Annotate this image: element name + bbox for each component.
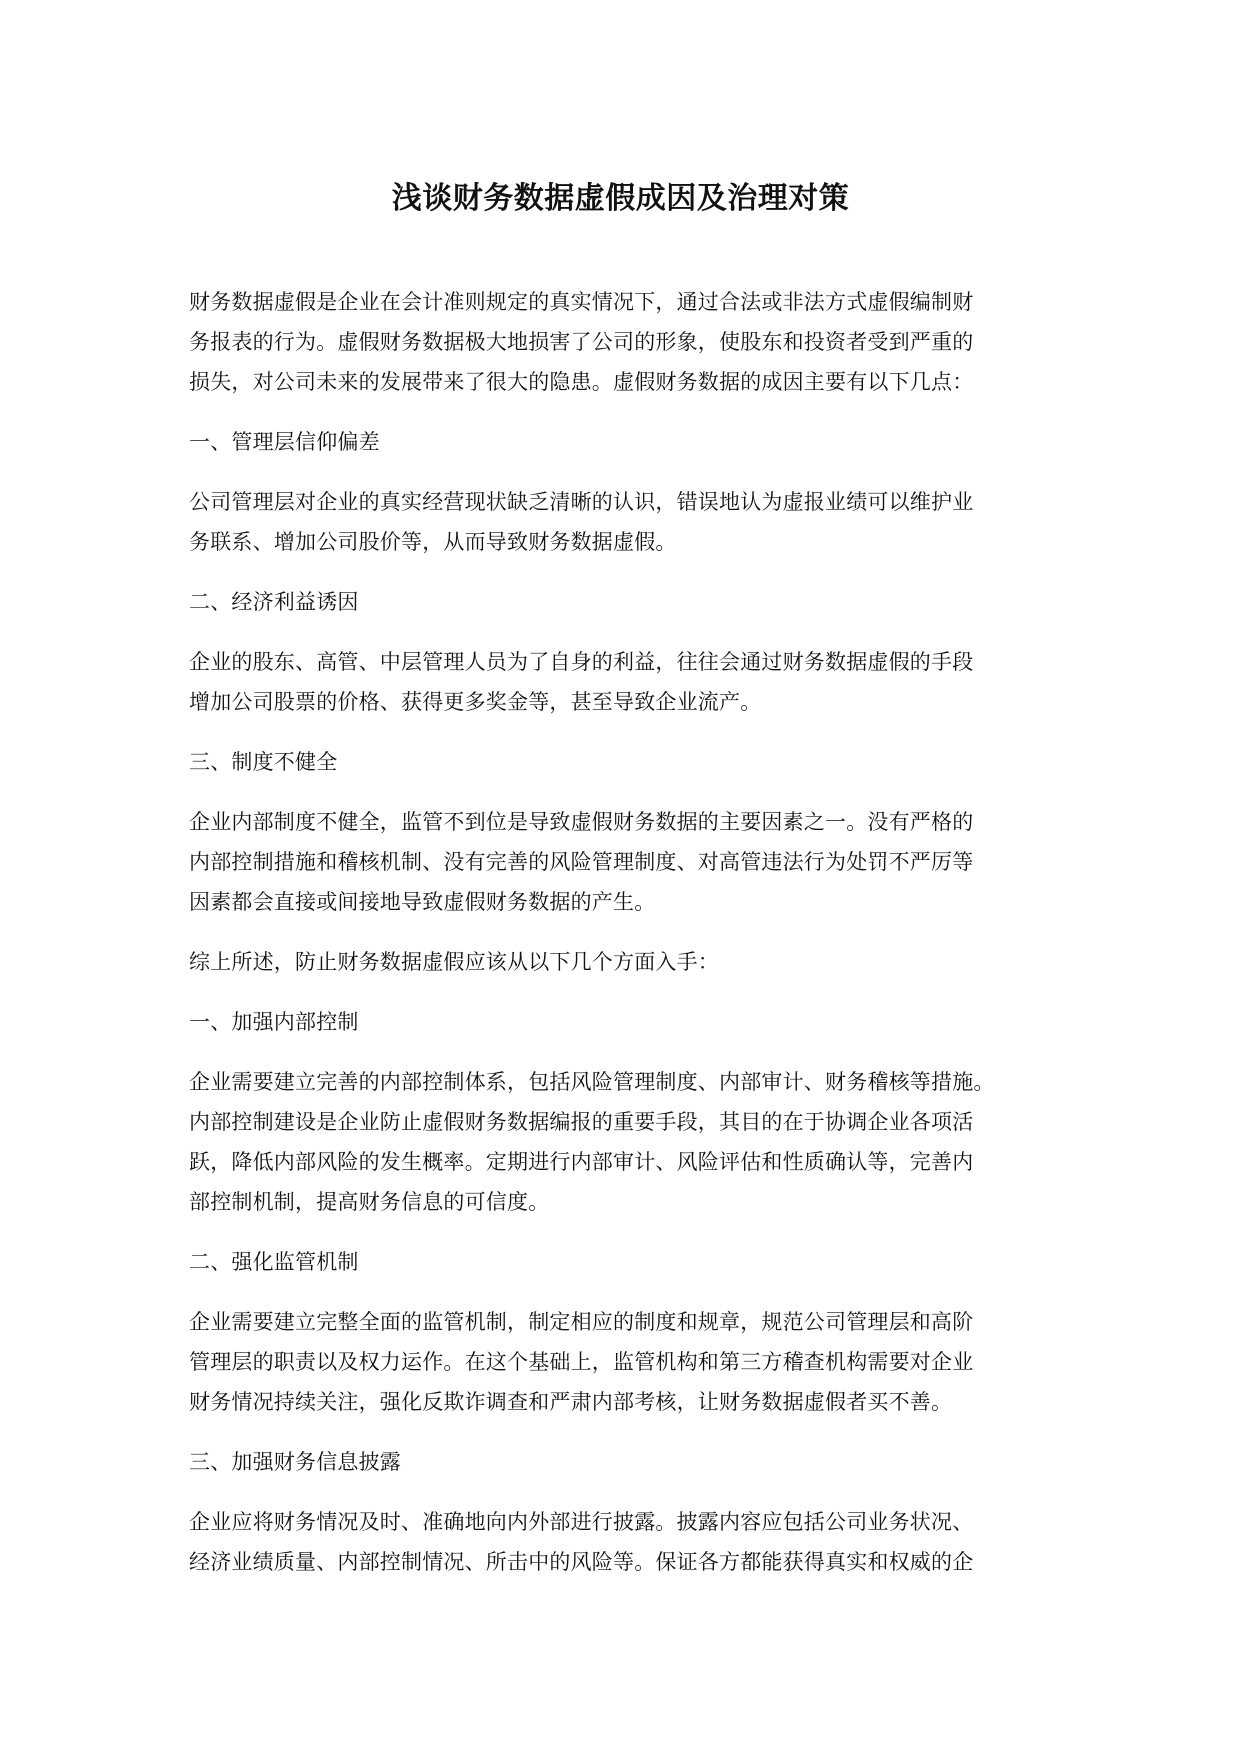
paragraph-line: 务联系、增加公司股价等，从而导致财务数据虚假。: [189, 530, 677, 554]
paragraph: [189, 282, 1069, 402]
paragraph: [189, 482, 1069, 562]
paragraph-line: 企业的股东、高管、中层管理人员为了自身的利益，往往会通过财务数据虚假的手段: [189, 650, 974, 674]
paragraph-line: 公司管理层对企业的真实经营现状缺乏清晰的认识，错误地认为虚报业绩可以维护业: [189, 490, 974, 514]
paragraph: [189, 1502, 1069, 1582]
paragraph-spacer: [189, 782, 1069, 802]
document-title: 浅谈财务数据虚假成因及治理对策: [391, 181, 850, 216]
paragraph-spacer: [189, 1422, 1069, 1442]
paragraph-spacer: [189, 1282, 1069, 1302]
paragraph-spacer: [189, 1482, 1069, 1502]
section-heading: [189, 1442, 1069, 1482]
paragraph-line: 内部控制建设是企业防止虚假财务数据编报的重要手段，其目的在于协调企业各项活: [189, 1110, 974, 1134]
paragraph: [189, 942, 1069, 982]
paragraph: [189, 802, 1069, 922]
heading-text: 三、加强财务信息披露: [189, 1450, 401, 1474]
paragraph: [189, 1302, 1069, 1422]
paragraph-line: 经济业绩质量、内部控制情况、所击中的风险等。保证各方都能获得真实和权威的企: [189, 1550, 974, 1574]
paragraph-line: 内部控制措施和稽核机制、没有完善的风险管理制度、对高管违法行为处罚不严厉等: [189, 850, 974, 874]
section-heading: [189, 582, 1069, 622]
paragraph-spacer: [189, 922, 1069, 942]
paragraph-line: 企业需要建立完整全面的监管机制，制定相应的制度和规章，规范公司管理层和高阶: [189, 1310, 974, 1334]
section-heading: [189, 422, 1069, 462]
paragraph: [189, 642, 1069, 722]
heading-text: 二、经济利益诱因: [189, 590, 359, 614]
paragraph-spacer: [189, 622, 1069, 642]
heading-text: 二、强化监管机制: [189, 1250, 359, 1274]
heading-text: 一、加强内部控制: [189, 1010, 359, 1034]
document-body: [189, 282, 1069, 1582]
section-heading: [189, 1002, 1069, 1042]
paragraph-line: 管理层的职责以及权力运作。在这个基础上，监管机构和第三方稽查机构需要对企业: [189, 1350, 974, 1374]
paragraph-spacer: [189, 562, 1069, 582]
paragraph-line: 增加公司股票的价格、获得更多奖金等，甚至导致企业流产。: [189, 690, 762, 714]
heading-text: 一、管理层信仰偏差: [189, 430, 380, 454]
paragraph-spacer: [189, 722, 1069, 742]
paragraph-line: 企业应将财务情况及时、准确地向内外部进行披露。披露内容应包括公司业务状况、: [189, 1510, 974, 1534]
paragraph-line: 损失，对公司未来的发展带来了很大的隐患。虚假财务数据的成因主要有以下几点：: [189, 370, 974, 394]
paragraph-line: 综上所述，防止财务数据虚假应该从以下几个方面入手：: [189, 950, 719, 974]
paragraph-line: 财务情况持续关注，强化反欺诈调查和严肃内部考核，让财务数据虚假者买不善。: [189, 1390, 953, 1414]
paragraph-line: 财务数据虚假是企业在会计准则规定的真实情况下，通过合法或非法方式虚假编制财: [189, 290, 974, 314]
paragraph: [189, 1062, 1069, 1222]
paragraph-line: 因素都会直接或间接地导致虚假财务数据的产生。: [189, 890, 656, 914]
paragraph-line: 务报表的行为。虚假财务数据极大地损害了公司的形象，使股东和投资者受到严重的: [189, 330, 974, 354]
paragraph-line: 企业内部制度不健全，监管不到位是导致虚假财务数据的主要因素之一。没有严格的: [189, 810, 974, 834]
paragraph-spacer: [189, 402, 1069, 422]
paragraph-spacer: [189, 1222, 1069, 1242]
paragraph-spacer: [189, 982, 1069, 1002]
paragraph-line: 企业需要建立完善的内部控制体系，包括风险管理制度、内部审计、财务稽核等措施。: [189, 1070, 995, 1094]
paragraph-line: 跃，降低内部风险的发生概率。定期进行内部审计、风险评估和性质确认等，完善内: [189, 1150, 974, 1174]
paragraph-spacer: [189, 462, 1069, 482]
paragraph-line: 部控制机制，提高财务信息的可信度。: [189, 1190, 550, 1214]
section-heading: [189, 742, 1069, 782]
section-heading: [189, 1242, 1069, 1282]
paragraph-spacer: [189, 1042, 1069, 1062]
heading-text: 三、制度不健全: [189, 750, 338, 774]
